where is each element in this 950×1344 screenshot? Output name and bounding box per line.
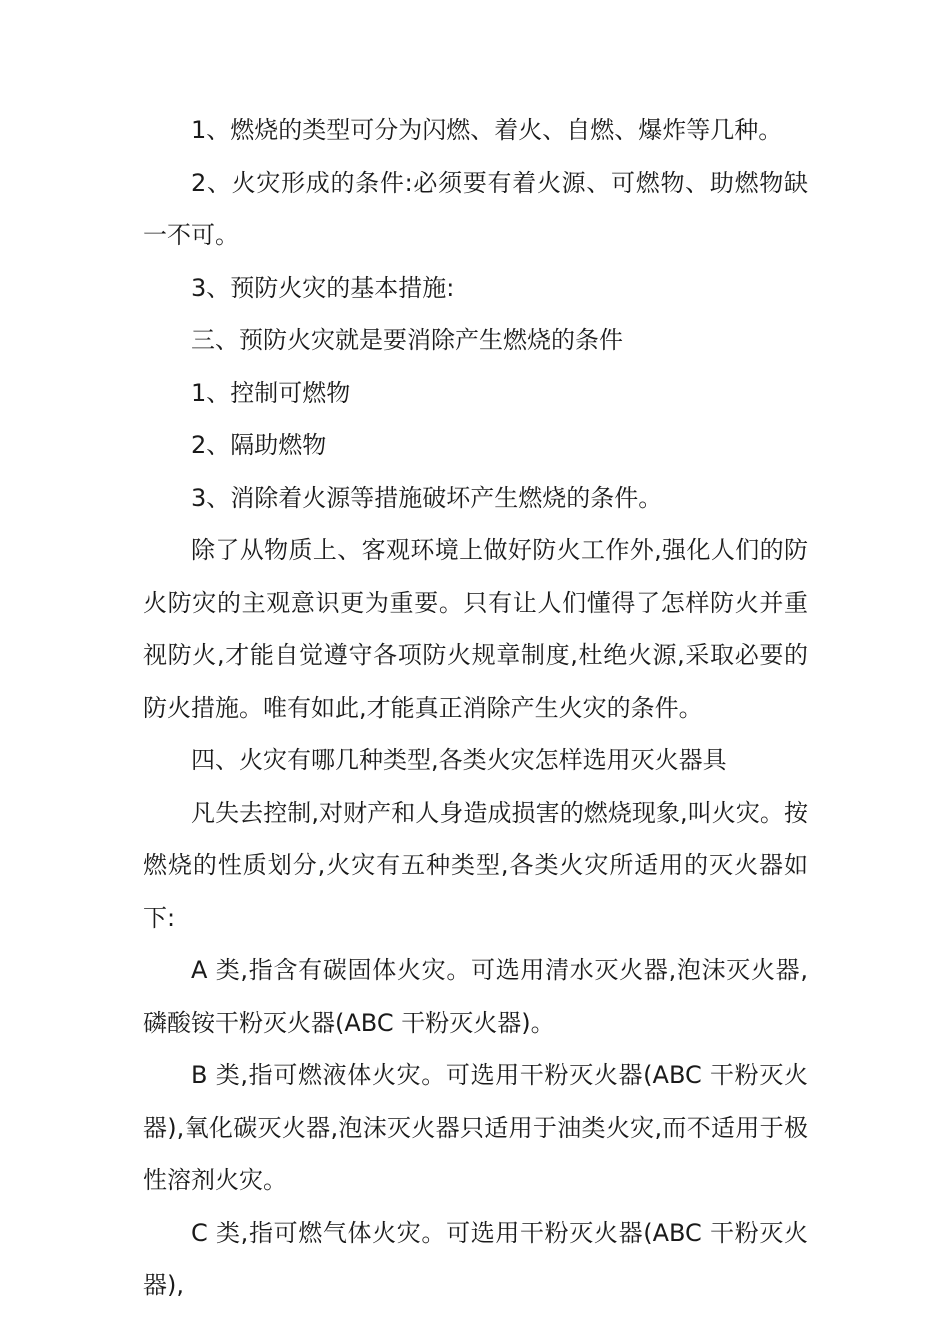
paragraph-class-a: A 类,指含有碳固体火灾。可选用清水灭火器,泡沫灭火器,磷酸铵干粉灭火器(ABC 干粉灭火器)。 xyxy=(143,956,808,1037)
section-heading-fire-types: 四、火灾有哪几种类型,各类火灾怎样选用灭火器具 xyxy=(191,746,727,774)
paragraph-class-b: B 类,指可燃液体火灾。可选用干粉灭火器(ABC 干粉灭火器),氧化碳灭火器,泡沫灭火器只适用于油类火灾,而不适用于极性溶剂火灾。 xyxy=(143,1061,808,1194)
section-heading-prevention: 三、预防火灾就是要消除产生燃烧的条件 xyxy=(191,326,623,354)
list-item-eliminate-ignition: 3、消除着火源等措施破坏产生燃烧的条件。 xyxy=(191,483,663,512)
list-item-control-combustibles: 1、控制可燃物 xyxy=(191,378,351,407)
paragraph-prevention-measures: 3、预防火灾的基本措施: xyxy=(191,273,455,302)
paragraph-class-c: C 类,指可燃气体火灾。可选用干粉灭火器(ABC 干粉灭火器), xyxy=(143,1218,808,1299)
document-body xyxy=(143,104,808,1312)
paragraph-fire-conditions: 2、火灾形成的条件:必须要有着火源、可燃物、助燃物缺一不可。 xyxy=(143,168,808,249)
paragraph-combustion-types: 1、燃烧的类型可分为闪燃、着火、自燃、爆炸等几种。 xyxy=(191,116,783,144)
list-item-isolate-oxidizer: 2、隔助燃物 xyxy=(191,431,327,459)
paragraph-fire-definition: 凡失去控制,对财产和人身造成损害的燃烧现象,叫火灾。按燃烧的性质划分,火灾有五种类型,各类火灾所适用的灭火器如下: xyxy=(143,798,808,932)
paragraph-awareness: 除了从物质上、客观环境上做好防火工作外,强化人们的防火防灾的主观意识更为重要。只有让人们懂得了怎样防火并重视防火,才能自觉遵守各项防火规章制度,杜绝火源,采取必要的防火措施。唯有如此,才能真正消除产生火灾的条件。 xyxy=(143,536,808,722)
